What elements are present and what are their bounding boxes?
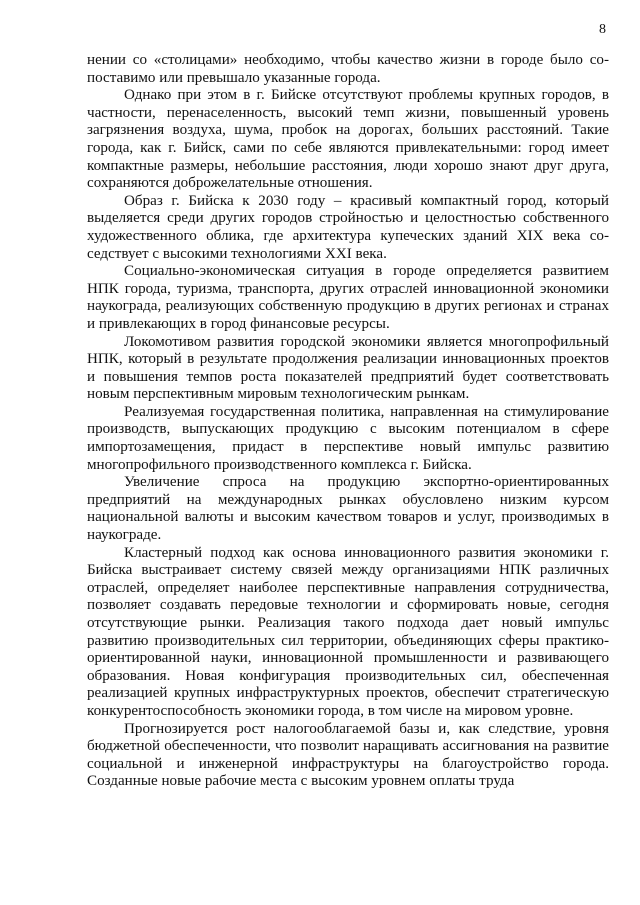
paragraph-npk-locomotive: Локомотивом развития городской экономики является многопрофильный НПК, который в результате продолжения реализации инновационных проектов и повышения темпов роста показателей предприятий будет соответствовать новым перспективным мировым технологическим рынкам. — [87, 333, 609, 403]
paragraph-socio-economic-situation: Социально-экономическая ситуация в городе определяется развитием НПК города, туризма, транспорта, других отраслей инновационной экономики наукограда, реализующих собственную продукцию в других регионах и странах и привлекающих в город финансовые ресурсы. — [87, 263, 609, 332]
paragraph-city-image-2030: Образ г. Бийска к 2030 году – красивый компактный город, который выделяется среди других городов стройностью и целостностью собственного художественного облика, где архитектура купеческих зданий XIX века соседствует с высокими технологиями XXI века. — [87, 192, 609, 262]
page-number: 8 — [599, 22, 606, 37]
paragraph-city-advantages: Однако при этом в г. Бийске отсутствуют проблемы крупных городов, в частности, перенаселенность, высокий темп жизни, повышенный уровень загрязнения воздуха, шума, пробок на дорогах, больших расстояний. Такие города, как г. Бийск, сами по себе являются привлекательными: город имеет компактные размеры, небольшие расстояния, люди хорошо знают друг друга, сохраняются доброжелательные отношения. — [87, 87, 609, 192]
paragraph-export-demand: Увеличение спроса на продукцию экспортно-ориентированных предприятий на международных рынках обусловлено низким курсом национальной валюты и высоким качеством товаров и услуг, производимых в наукограде. — [87, 474, 609, 544]
paragraph-state-policy: Реализуемая государственная политика, направленная на стимулирование производств, выпускающих продукцию с высоким потенциалом в сфере импортозамещения, придаст в перспективе новый импульс развитию многопрофильного производственного комплекса г. Бийска. — [87, 403, 609, 473]
paragraph-cluster-approach: Кластерный подход как основа инновационного развития экономики г. Бийска выстраивает систему связей между организациями НПК различных отраслей, определяет наиболее перспективные направления сотрудничества, позволяет создавать передовые технологии и сформировать новые, сегодня отсутствующие рынки. Реализация такого подхода дает новый импульс развитию производительных сил территории, объединяющих сферы практико-ориентированной науки, инновационной промышленности и развивающего образования. Новая конфигурация производительных сил, обеспеченная реализацией крупных инфраструктурных проектов, обеспечит стратегическую конкурентоспособность экономики города, в том числе на мировом уровне. — [87, 544, 609, 719]
paragraph-continuation: нении со «столицами» необходимо, чтобы качество жизни в городе было сопоставимо или превышало указанные города. — [87, 52, 609, 86]
paragraph-tax-base-forecast: Прогнозируется рост налогооблагаемой базы и, как следствие, уровня бюджетной обеспеченности, что позволит наращивать ассигнования на развитие социальной и инженерной инфраструктуры на благоустройство города. Созданные новые рабочие места с высоким уровнем оплаты труда — [87, 720, 609, 790]
body-text — [87, 52, 609, 791]
